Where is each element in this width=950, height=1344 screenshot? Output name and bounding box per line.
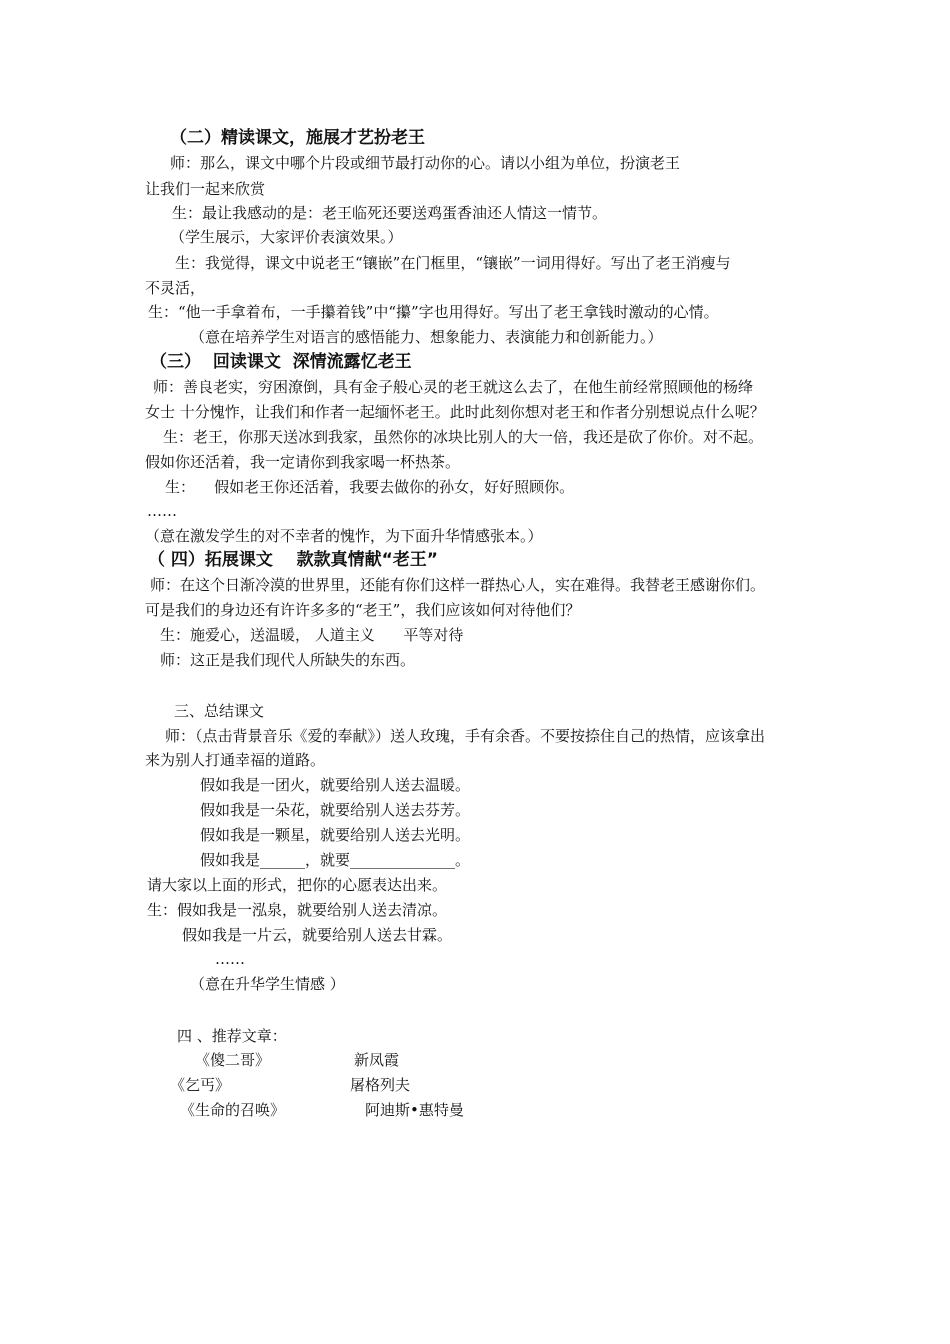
paragraph-line: 生：施爱心，送温暖， 人道主义 平等对待	[160, 626, 464, 644]
paragraph-line: 假如我是一片云，就要给别人送去甘霖。	[182, 926, 453, 944]
article-author: 屠格列夫	[350, 1076, 411, 1094]
paragraph-line: 生：假如我是一泓泉，就要给别人送去清凉。	[147, 901, 448, 919]
paragraph-line: 师：那么，课文中哪个片段或细节最打动你的心。请以小组为单位，扮演老王	[170, 154, 681, 172]
paragraph-line: （意在激发学生的对不幸者的愧怍，为下面升华情感张本。）	[145, 527, 543, 545]
paragraph-line: 师：善良老实，穷困潦倒，具有金子般心灵的老王就这么去了，在他生前经常照顾他的杨绛	[153, 378, 754, 396]
paragraph-line: （意在培养学生对语言的感悟能力、想象能力、表演能力和创新能力。）	[190, 328, 663, 346]
article-title: 《乞丐》	[170, 1076, 231, 1094]
paragraph-line: 女士 十分愧怍，让我们和作者一起缅怀老王。此时此刻你想对老王和作者分别想说点什么呢？	[145, 403, 765, 421]
section-heading: （二）精读课文，施展才艺扮老王	[170, 128, 425, 148]
paragraph-line: 师：在这个日渐冷漠的世界里，还能有你们这样一群热心人，实在难得。我替老王感谢你们。	[150, 576, 766, 594]
paragraph-line: （意在升华学生情感 ）	[190, 975, 345, 993]
paragraph-line: 不灵活，	[145, 279, 206, 297]
poem-line: 假如我是一颗星，就要给别人送去光明。	[200, 826, 471, 844]
section-heading: （三） 回读课文 深情流露忆老王	[150, 352, 412, 372]
poem-line: 假如我是一团火，就要给别人送去温暖。	[200, 776, 471, 794]
paragraph-line: 生：老王，你那天送冰到我家，虽然你的冰块比别人的大一倍，我还是砍了你价。对不起。	[163, 428, 764, 446]
paragraph-line: 师：这正是我们现代人所缺失的东西。	[160, 651, 416, 669]
paragraph-line: （学生展示，大家评价表演效果。）	[170, 228, 403, 246]
article-author: 阿迪斯•惠特曼	[365, 1101, 464, 1119]
poem-line: 假如我是一朵花，就要给别人送去芬芳。	[200, 801, 471, 819]
section-heading: 四 、推荐文章：	[177, 1027, 287, 1045]
poem-line: 假如我是______，就要______________。	[200, 851, 471, 869]
paragraph-line: 生： 假如老王你还活着，我要去做你的孙女，好好照顾你。	[165, 478, 575, 496]
paragraph-line: 假如你还活着，我一定请你到我家喝一杯热茶。	[145, 453, 461, 471]
paragraph-line: 生：“他一手拿着布，一手攥着钱”中“攥”字也用得好。写出了老王拿钱时激动的心情。	[148, 303, 719, 321]
paragraph-line: 师：（点击背景音乐《爱的奉献》）送人玫瑰，手有余香。不要按捺住自己的热情，应该拿出	[165, 727, 766, 745]
article-title: 《傻二哥》	[195, 1051, 271, 1069]
paragraph-line: 可是我们的身边还有许许多多的“老王”，我们应该如何对待他们？	[145, 601, 581, 619]
ellipsis: ……	[215, 950, 245, 968]
article-author: 新凤霞	[354, 1051, 400, 1069]
section-heading: 三、总结课文	[174, 702, 265, 720]
paragraph-line: 请大家以上面的形式，把你的心愿表达出来。	[147, 876, 448, 894]
article-title: 《生命的召唤》	[180, 1101, 286, 1119]
paragraph-line: 让我们一起来欣赏	[145, 180, 266, 198]
paragraph-line: 生：最让我感动的是：老王临死还要送鸡蛋香油还人情这一情节。	[172, 204, 608, 222]
paragraph-line: ……	[147, 502, 177, 520]
paragraph-line: 生：我觉得，课文中说老王“镶嵌”在门框里，“镶嵌”一词用得好。写出了老王消瘦与	[175, 254, 731, 272]
paragraph-line: 来为别人打通幸福的道路。	[145, 751, 326, 769]
section-heading: （ 四）拓展课文 款款真情献“老王”	[148, 550, 438, 570]
